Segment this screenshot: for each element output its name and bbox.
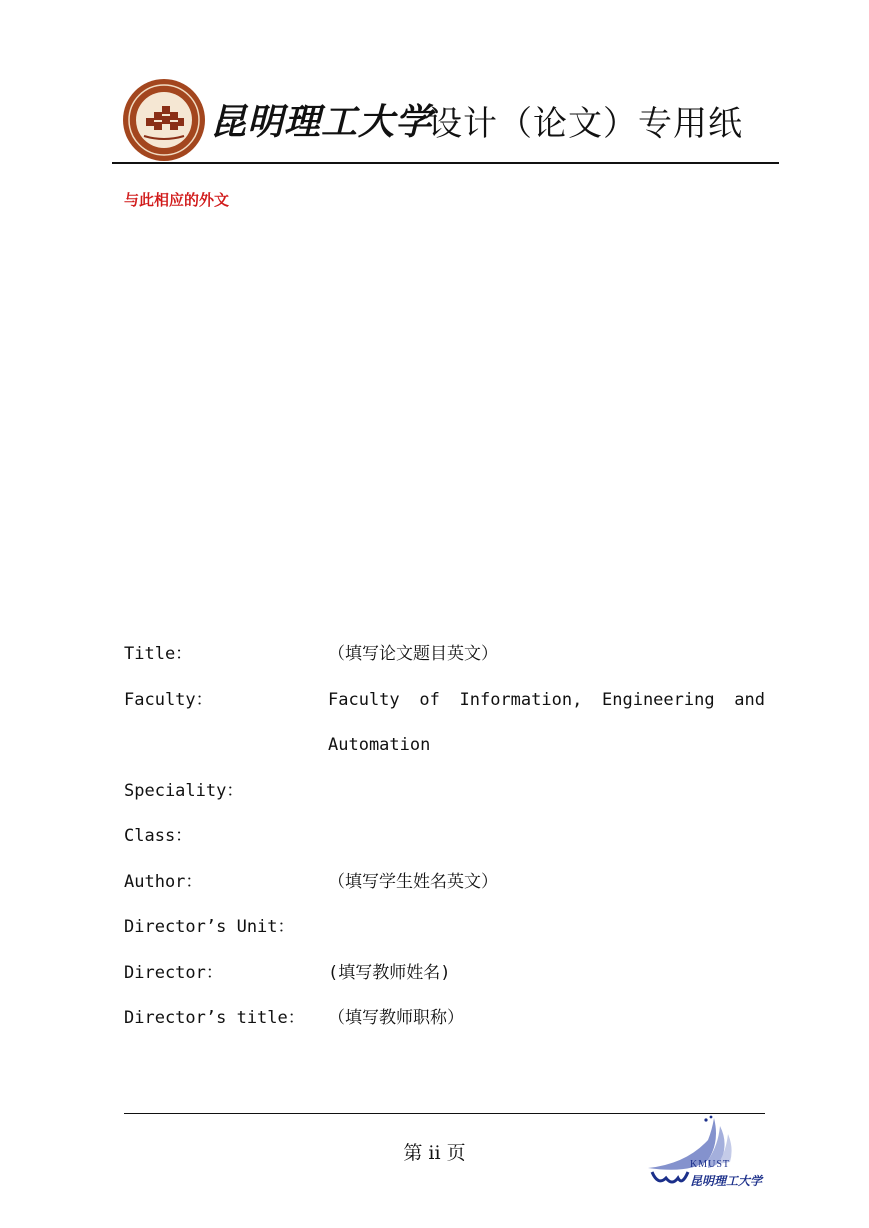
info-row-class bbox=[124, 814, 765, 860]
info-label: Director’s Unit： bbox=[124, 917, 295, 937]
info-table bbox=[124, 632, 765, 1042]
info-value: （填写学生姓名英文） bbox=[328, 871, 498, 892]
info-row-author bbox=[124, 860, 765, 906]
header-rule bbox=[112, 162, 779, 164]
info-row-speciality bbox=[124, 769, 765, 815]
info-label: Title： bbox=[124, 644, 193, 664]
page-number: 第 ii 页 bbox=[403, 1142, 466, 1164]
info-label: Director’s title： bbox=[124, 1008, 305, 1028]
info-label: Author： bbox=[124, 871, 203, 892]
info-value: （填写教师职称） bbox=[328, 1008, 464, 1028]
info-row-director-unit bbox=[124, 905, 765, 951]
info-label: Director： bbox=[124, 962, 223, 983]
logo-brand-text: KMUST bbox=[690, 1159, 731, 1170]
section-label: 与此相应的外文 bbox=[124, 191, 230, 209]
info-row-director bbox=[124, 951, 765, 997]
info-value: (填写教师姓名) bbox=[328, 962, 451, 983]
info-label: Faculty： bbox=[124, 689, 213, 710]
info-row-title bbox=[124, 632, 765, 678]
university-seal-icon bbox=[122, 78, 206, 162]
school-name: 昆明理工大学 bbox=[210, 101, 433, 143]
info-label: Class： bbox=[124, 826, 193, 846]
logo-school-text: 昆明理工大学 bbox=[690, 1174, 763, 1188]
info-label: Speciality： bbox=[124, 780, 244, 801]
info-row-director-title bbox=[124, 996, 765, 1042]
info-value: （填写论文题目英文） bbox=[328, 644, 498, 664]
info-row-faculty bbox=[124, 678, 765, 769]
page-header bbox=[112, 72, 779, 164]
info-value: Faculty of Information, Engineering and Automation bbox=[328, 689, 765, 755]
paper-title: 设计（论文）专用纸 bbox=[428, 104, 743, 144]
